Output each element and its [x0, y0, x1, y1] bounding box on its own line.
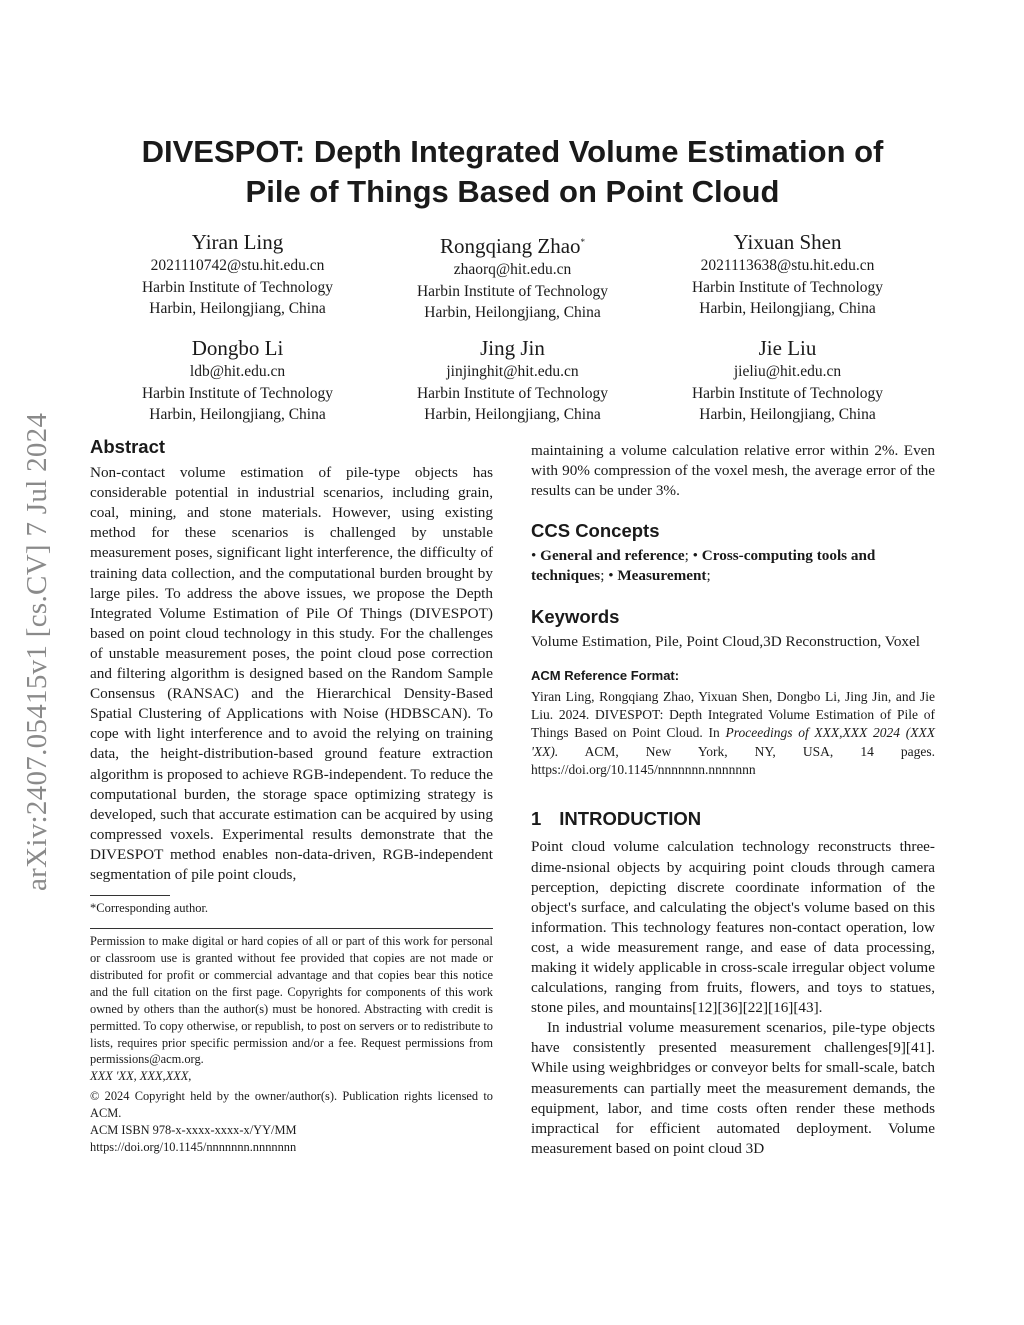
section-number: 1 [531, 808, 542, 830]
corresponding-mark: * [580, 237, 586, 247]
author-row-1 [100, 229, 925, 324]
ccs-item: Measurement [617, 567, 707, 585]
author-location: Harbin, Heilongjiang, China [424, 304, 601, 321]
author-email[interactable]: jinjinghit@hit.edu.cn [446, 363, 579, 380]
acm-reference-heading: ACM Reference Format: [531, 667, 680, 683]
paper-title [90, 132, 935, 212]
acm-reference-text [531, 688, 935, 779]
author-email[interactable]: zhaorq@hit.edu.cn [453, 261, 572, 278]
abstract-heading: Abstract [90, 436, 166, 457]
reference-proceedings: Proceedings of XXX,XXX 2024 (XXX 'XX). [531, 725, 935, 759]
author-email[interactable]: 2021110742@stu.hit.edu.cn [150, 257, 325, 274]
author-location: Harbin, Heilongjiang, China [149, 300, 326, 317]
author-block [100, 335, 375, 426]
abstract-text: Non-contact volume estimation of pile-type objects has considerable potential in industrial scenarios, including grain, coal, mining, and stone materials. However, using existing method for these scenarios is challenged by unstable measurement poses, significant light interference, the difficulty of training data collection, and the computational burden brought by large piles. To address the above issues, we propose the Depth Integrated Volume Estimation of Pile Of Things (DIVESPOT) based on point cloud technology in this study. For the challenges of unstable measurement poses, the point cloud pose correction and filtering algorithm is designed based on the Random Sample Consensus (RANSAC) and the Hierarchical Density-Based Spatial Clustering of Applications with Noise (HDBSCAN). To cope with light interference and to avoid the relying on training data, the height-distribution-based ground feature extraction algorithm is proposed to achieve RGB-independent. To reduce the computational burden, the storage space optimizing strategy is developed, such that accurate estimation can be acquired by using compressed voxels. Experimental results demonstrate that the DIVESPOT method enables non-data-driven, RGB-independent segmentation of pile point clouds, [90, 464, 493, 883]
intro-paragraph-2: In industrial volume measurement scenarios, pile-type objects have consistently presented measurement challenges[9][41]. While using weighbridges or conveyor belts for small-scale, batch measurements can partially meet the measurement demands, the equipment, labor, and time costs often render these methods impractical for efficient automated deployment. Volume measurement based on point cloud 3D [531, 1019, 935, 1157]
author-email[interactable]: ldb@hit.edu.cn [189, 363, 286, 380]
copyright-line: © 2024 Copyright held by the owner/author(s). Publication rights licensed to ACM. [90, 1089, 493, 1121]
introduction-heading [531, 809, 935, 829]
author-location: Harbin, Heilongjiang, China [699, 300, 876, 317]
reference-main: Yiran Ling, Rongqiang Zhao, Yixuan Shen, Dongbo Li, Jing Jin, and Jie Liu. 2024. DIVESPOT: Depth Integrated Volume Estimation of Pile of Things Based on Point Cloud. In [531, 688, 935, 741]
author-location: Harbin, Heilongjiang, China [149, 406, 326, 423]
author-email[interactable]: 2021113638@stu.hit.edu.cn [700, 257, 875, 274]
left-column [90, 437, 493, 1156]
author-name: Yiran Ling [191, 230, 284, 254]
author-name: Dongbo Li [191, 336, 284, 360]
author-row-2 [100, 335, 925, 426]
author-affiliation: Harbin Institute of Technology [141, 278, 334, 296]
author-name: Rongqiang Zhao [439, 234, 581, 258]
author-name: Jing Jin [480, 336, 545, 360]
section-title: INTRODUCTION [559, 808, 702, 830]
footnote-divider [90, 895, 170, 896]
intro-paragraph-1: Point cloud volume calculation technology reconstructs three-dime-nsional objects by acquiring point clouds through camera perception, depicting discrete coordinate information of the object's surface, and calculating the object's volume based on this information. This technology features non-contact operation, low cost, a wide measurement range, and ease of data processing, making it widely applicable in cross-scale irregular object volume calculations, ranging from fruits, flowers, and toys to statues, stone piles, and mountains[12][36][22][16][43]. [531, 838, 935, 1017]
right-column [531, 441, 935, 1159]
ccs-heading: CCS Concepts [531, 520, 660, 542]
abstract-continued: maintaining a volume calculation relative error within 2%. Even with 90% compression of the voxel mesh, the average error of the results can be under 3%. [531, 442, 935, 500]
author-name: Jie Liu [758, 336, 817, 360]
isbn-line: ACM ISBN 978-x-xxxx-xxxx-x/YY/MM [90, 1123, 297, 1138]
author-email[interactable]: jieliu@hit.edu.cn [733, 363, 842, 380]
author-block [375, 229, 650, 324]
ccs-item: Cross-computing tools and techniques [531, 547, 876, 585]
ccs-item: General and reference [540, 547, 685, 565]
reference-publisher: ACM, New York, NY, USA, 14 pages. https://doi.org/10.1145/nnnnnnn.nnnnnnn [531, 743, 935, 778]
title-line-2: Pile of Things Based on Point Cloud [245, 174, 780, 209]
keywords-text: Volume Estimation, Pile, Point Cloud,3D Reconstruction, Voxel [531, 632, 920, 650]
author-block [100, 229, 375, 324]
author-affiliation: Harbin Institute of Technology [691, 384, 884, 402]
ccs-concepts: • General and reference; • Cross-computing tools and techniques; • Measurement; [531, 547, 876, 585]
permission-text: Permission to make digital or hard copies of all or part of this work for personal or classroom use is granted without fee provided that copies are not made or distributed for profit or commercial advantage and that copies bear this notice and the full citation on the first page. Copyrights for components of this work owned by others than the author(s) must be honored. Abstracting with credit is permitted. To copy otherwise, or republish, to post on servers or to redistribute to lists, requires prior specific permission and/or a fee. Request permissions from permissions@acm.org. [90, 934, 493, 1067]
author-location: Harbin, Heilongjiang, China [424, 406, 601, 423]
author-block [375, 335, 650, 426]
author-affiliation: Harbin Institute of Technology [691, 278, 884, 296]
arxiv-identifier: arXiv:2407.05415v1 [cs.CV] 7 Jul 2024 [21, 412, 53, 892]
author-location: Harbin, Heilongjiang, China [699, 406, 876, 423]
permission-notice [90, 933, 493, 1156]
author-affiliation: Harbin Institute of Technology [141, 384, 334, 402]
corresponding-footnote: *Corresponding author. [90, 901, 209, 916]
author-name: Yixuan Shen [733, 230, 842, 254]
title-line-1: DIVESPOT: Depth Integrated Volume Estimation of [141, 134, 884, 169]
permission-venue: XXX 'XX, XXX,XXX, [90, 1069, 192, 1084]
keywords-heading: Keywords [531, 605, 620, 627]
permission-divider [90, 928, 493, 929]
author-affiliation: Harbin Institute of Technology [416, 282, 609, 300]
author-block [650, 335, 925, 426]
author-block [650, 229, 925, 324]
author-affiliation: Harbin Institute of Technology [416, 384, 609, 402]
doi-link[interactable]: https://doi.org/10.1145/nnnnnnn.nnnnnnn [90, 1139, 297, 1154]
